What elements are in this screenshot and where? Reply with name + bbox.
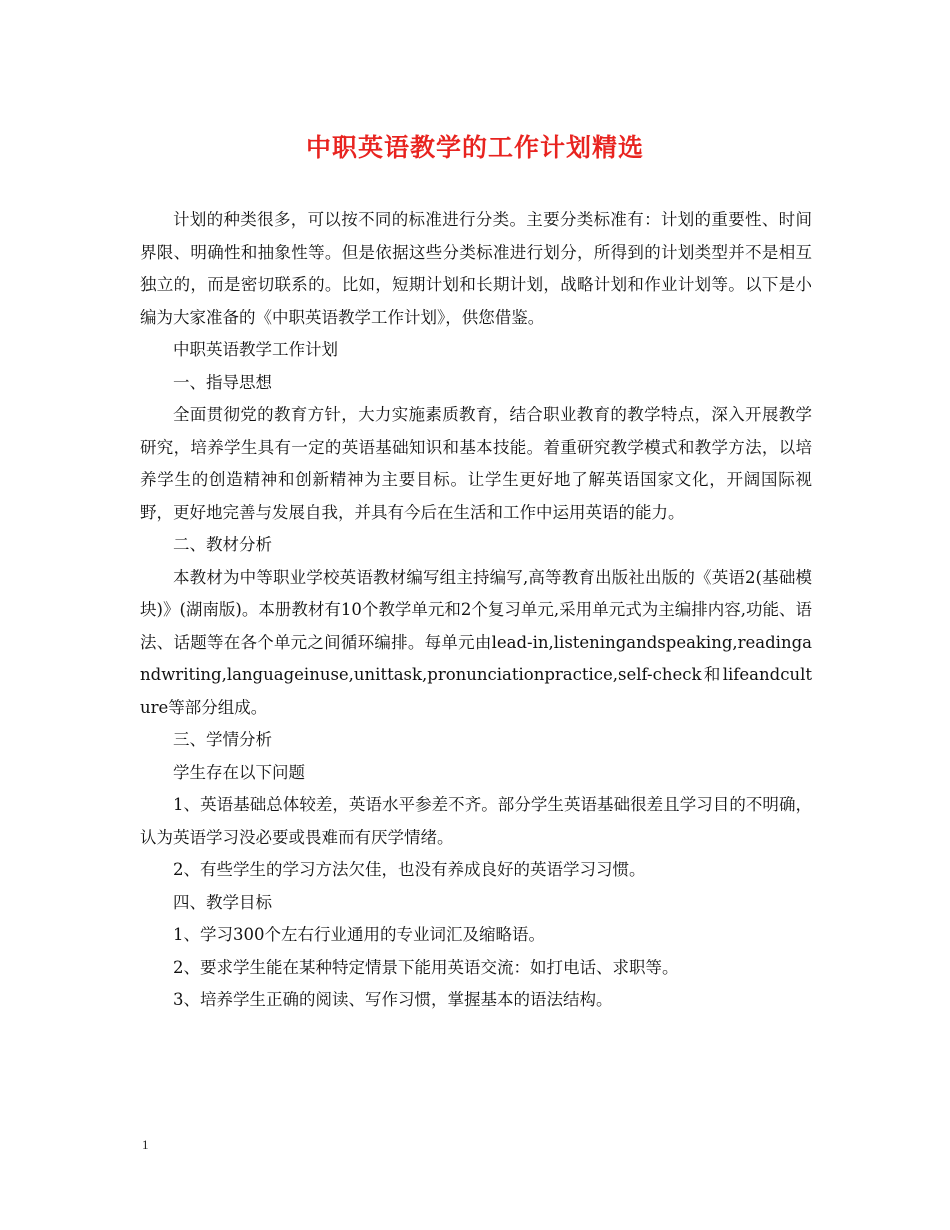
document-title: 中职英语教学的工作计划精选 [305, 133, 644, 162]
section-heading-student-analysis: 三、学情分析 [173, 730, 272, 749]
section-heading-guiding-ideology: 一、指导思想 [173, 372, 272, 392]
list-item-teaching-goal-3: 3、培养学生正确的阅读、写作习惯，掌握基本的语法结构。 [173, 990, 613, 1009]
paragraph-plan-heading: 中职英语教学工作计划 [173, 340, 338, 359]
paragraph-guiding-ideology: 全面贯彻党的教育方针，大力实施素质教育，结合职业教育的教学特点，深入开展教学研究，培养学生具有一定的英语基础知识和基本技能。着重研究教学模式和教学方法，以培养学生的创造精神和创新精神为主要目标。让学生更好地了解英语国家文化，开阔国际视野，更好地完善与发展自我，并具有今后在生活和工作中运用英语的能力。 [140, 405, 812, 522]
paragraph-student-problems-intro: 学生存在以下问题 [173, 762, 305, 782]
section-heading-textbook-analysis: 二、教材分析 [173, 535, 272, 554]
list-item-teaching-goal-2: 2、要求学生能在某种特定情景下能用英语交流：如打电话、求职等。 [173, 957, 679, 977]
list-item-student-problem-1: 1、英语基础总体较差，英语水平参差不齐。部分学生英语基础很差且学习目的不明确，认为英语学习没必要或畏难而有厌学情绪。 [140, 795, 812, 847]
list-item-student-problem-2: 2、有些学生的学习方法欠佳，也没有养成良好的英语学习习惯。 [173, 860, 646, 879]
page-number: 1 [142, 1137, 149, 1152]
paragraph-textbook-analysis: 本教材为中等职业学校英语教材编写组主持编写,高等教育出版社出版的《英语2(基础模块)》(湖南版)。本册教材有10个教学单元和2个复习单元,采用单元式为主编排内容,功能、语法、话题等在各个单元之间循环编排。每单元由lead-in,listeningandspeaking,readingandwriting,languageinuse,unittask,pronunciationpractice,self-check和lifeandculture等部分组成。 [140, 567, 812, 717]
paragraph-intro: 计划的种类很多，可以按不同的标准进行分类。主要分类标准有：计划的重要性、时间界限、明确性和抽象性等。但是依据这些分类标准进行划分，所得到的计划类型并不是相互独立的，而是密切联系的。比如，短期计划和长期计划，战略计划和作业计划等。以下是小编为大家准备的《中职英语教学工作计划》，供您借鉴。 [140, 210, 812, 327]
document-body [140, 204, 812, 1017]
list-item-teaching-goal-1: 1、学习300个左右行业通用的专业词汇及缩略语。 [173, 925, 545, 944]
section-heading-teaching-goals: 四、教学目标 [173, 892, 272, 912]
